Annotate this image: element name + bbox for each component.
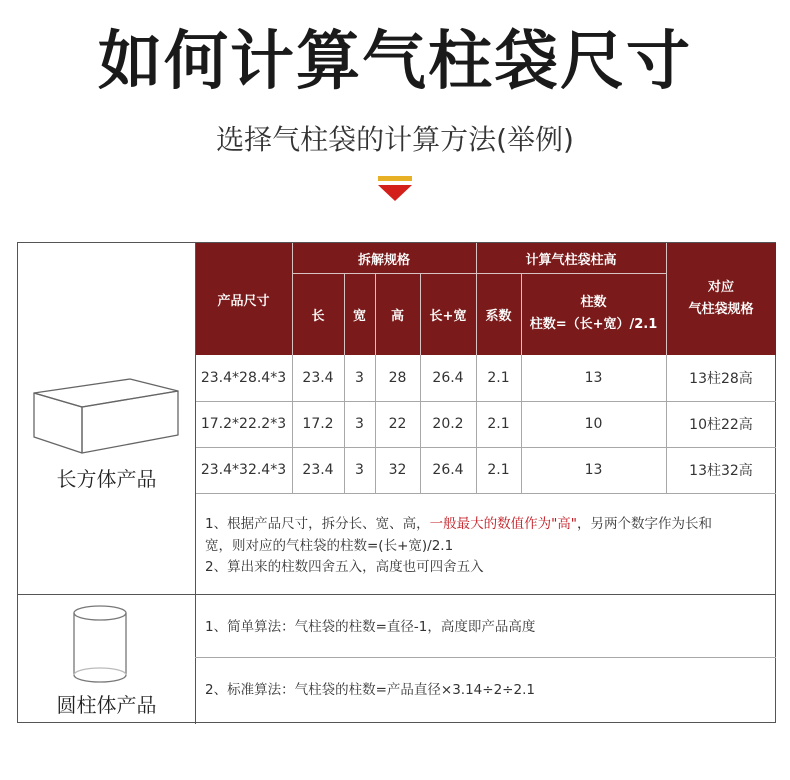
header-column-count	[521, 273, 666, 355]
row3-length-plus-width: 26.4	[432, 462, 464, 478]
header-product-size: 产品尺寸	[195, 243, 292, 355]
row1-length: 23.4	[302, 370, 334, 386]
row3-width: 3	[355, 462, 364, 478]
cylinder-product-label: 圆柱体产品	[56, 693, 157, 717]
col-divider	[375, 355, 376, 493]
header-bag-spec	[666, 243, 776, 355]
cylinder-method-2: 2、标准算法：气柱袋的柱数=产品直径×3.14÷2÷2.1	[205, 682, 535, 698]
cuboid-note-2: 2、算出来的柱数四舍五入，高度也可四舍五入	[205, 559, 484, 575]
row1-coefficient: 2.1	[487, 370, 510, 386]
row2-coefficient: 2.1	[487, 416, 510, 432]
row1-size: 23.4*28.4*3	[200, 370, 287, 386]
row1-column-count: 13	[584, 370, 603, 386]
header-height: 高	[375, 273, 420, 355]
header-divider	[666, 243, 667, 355]
col-divider	[420, 355, 421, 493]
header-length: 长	[292, 273, 344, 355]
row1-height: 28	[388, 370, 407, 386]
cuboid-note-1c: 宽，则对应的气柱袋的柱数=(长+宽)/2.1	[205, 538, 454, 554]
row2-height: 22	[388, 416, 407, 432]
row3-height: 32	[388, 462, 407, 478]
row3-coefficient: 2.1	[487, 462, 510, 478]
page-title: 如何计算气柱袋尺寸	[98, 25, 692, 99]
row2-column-count: 10	[584, 416, 603, 432]
header-width: 宽	[344, 273, 375, 355]
cylinder-method-1: 1、简单算法：气柱袋的柱数=直径-1，高度即产品高度	[205, 619, 536, 635]
calc-table-frame	[17, 242, 776, 723]
product-column-divider	[195, 243, 196, 724]
cuboid-note-1a: 1、根据产品尺寸，拆分长、宽、高，	[205, 516, 430, 532]
section-divider	[18, 594, 776, 595]
cylinder-icon	[70, 603, 130, 689]
header-column-count-line1: 柱数	[580, 295, 607, 310]
header-divider	[292, 243, 293, 355]
header-divider	[476, 243, 477, 355]
row3-column-count: 13	[584, 462, 603, 478]
row-divider	[195, 401, 776, 402]
row2-length: 17.2	[302, 416, 334, 432]
header-split-spec: 拆解规格	[292, 243, 476, 273]
header-length-plus-width: 长+宽	[420, 273, 476, 355]
header-divider	[375, 273, 376, 355]
cuboid-note-1	[205, 513, 771, 557]
col-divider	[476, 355, 477, 493]
row2-length-plus-width: 20.2	[432, 416, 464, 432]
down-arrow-icon	[376, 176, 414, 206]
header-coefficient: 系数	[476, 273, 521, 355]
col-divider	[521, 355, 522, 493]
header-calc-height: 计算气柱袋柱高	[476, 243, 666, 273]
row2-width: 3	[355, 416, 364, 432]
header-column-count-line2: 柱数=（长+宽）/2.1	[529, 317, 658, 332]
row-divider	[195, 493, 776, 494]
row2-bag-spec: 10柱22高	[689, 417, 753, 433]
col-divider	[344, 355, 345, 493]
header-bag-spec-line2: 气柱袋规格	[688, 302, 754, 317]
row-divider	[195, 447, 776, 448]
row2-size: 17.2*22.2*3	[200, 416, 287, 432]
row1-length-plus-width: 26.4	[432, 370, 464, 386]
cuboid-icon	[32, 377, 182, 455]
cuboid-note-1b: ，另两个数字作为长和	[577, 516, 713, 532]
row1-width: 3	[355, 370, 364, 386]
row1-bag-spec: 13柱28高	[689, 371, 753, 387]
header-divider	[420, 273, 421, 355]
col-divider	[666, 355, 667, 493]
row3-size: 23.4*32.4*3	[200, 462, 287, 478]
page-subtitle: 选择气柱袋的计算方法(举例)	[216, 123, 574, 156]
row3-length: 23.4	[302, 462, 334, 478]
row3-bag-spec: 13柱32高	[689, 463, 753, 479]
header-divider	[521, 273, 522, 355]
header-divider	[292, 273, 666, 274]
cuboid-product-label: 长方体产品	[56, 467, 157, 491]
header-bag-spec-line1: 对应	[707, 280, 734, 295]
method-divider	[195, 657, 776, 658]
cuboid-note-highlight: 一般最大的数值作为"高"	[429, 516, 578, 532]
col-divider	[292, 355, 293, 493]
header-divider	[344, 273, 345, 355]
